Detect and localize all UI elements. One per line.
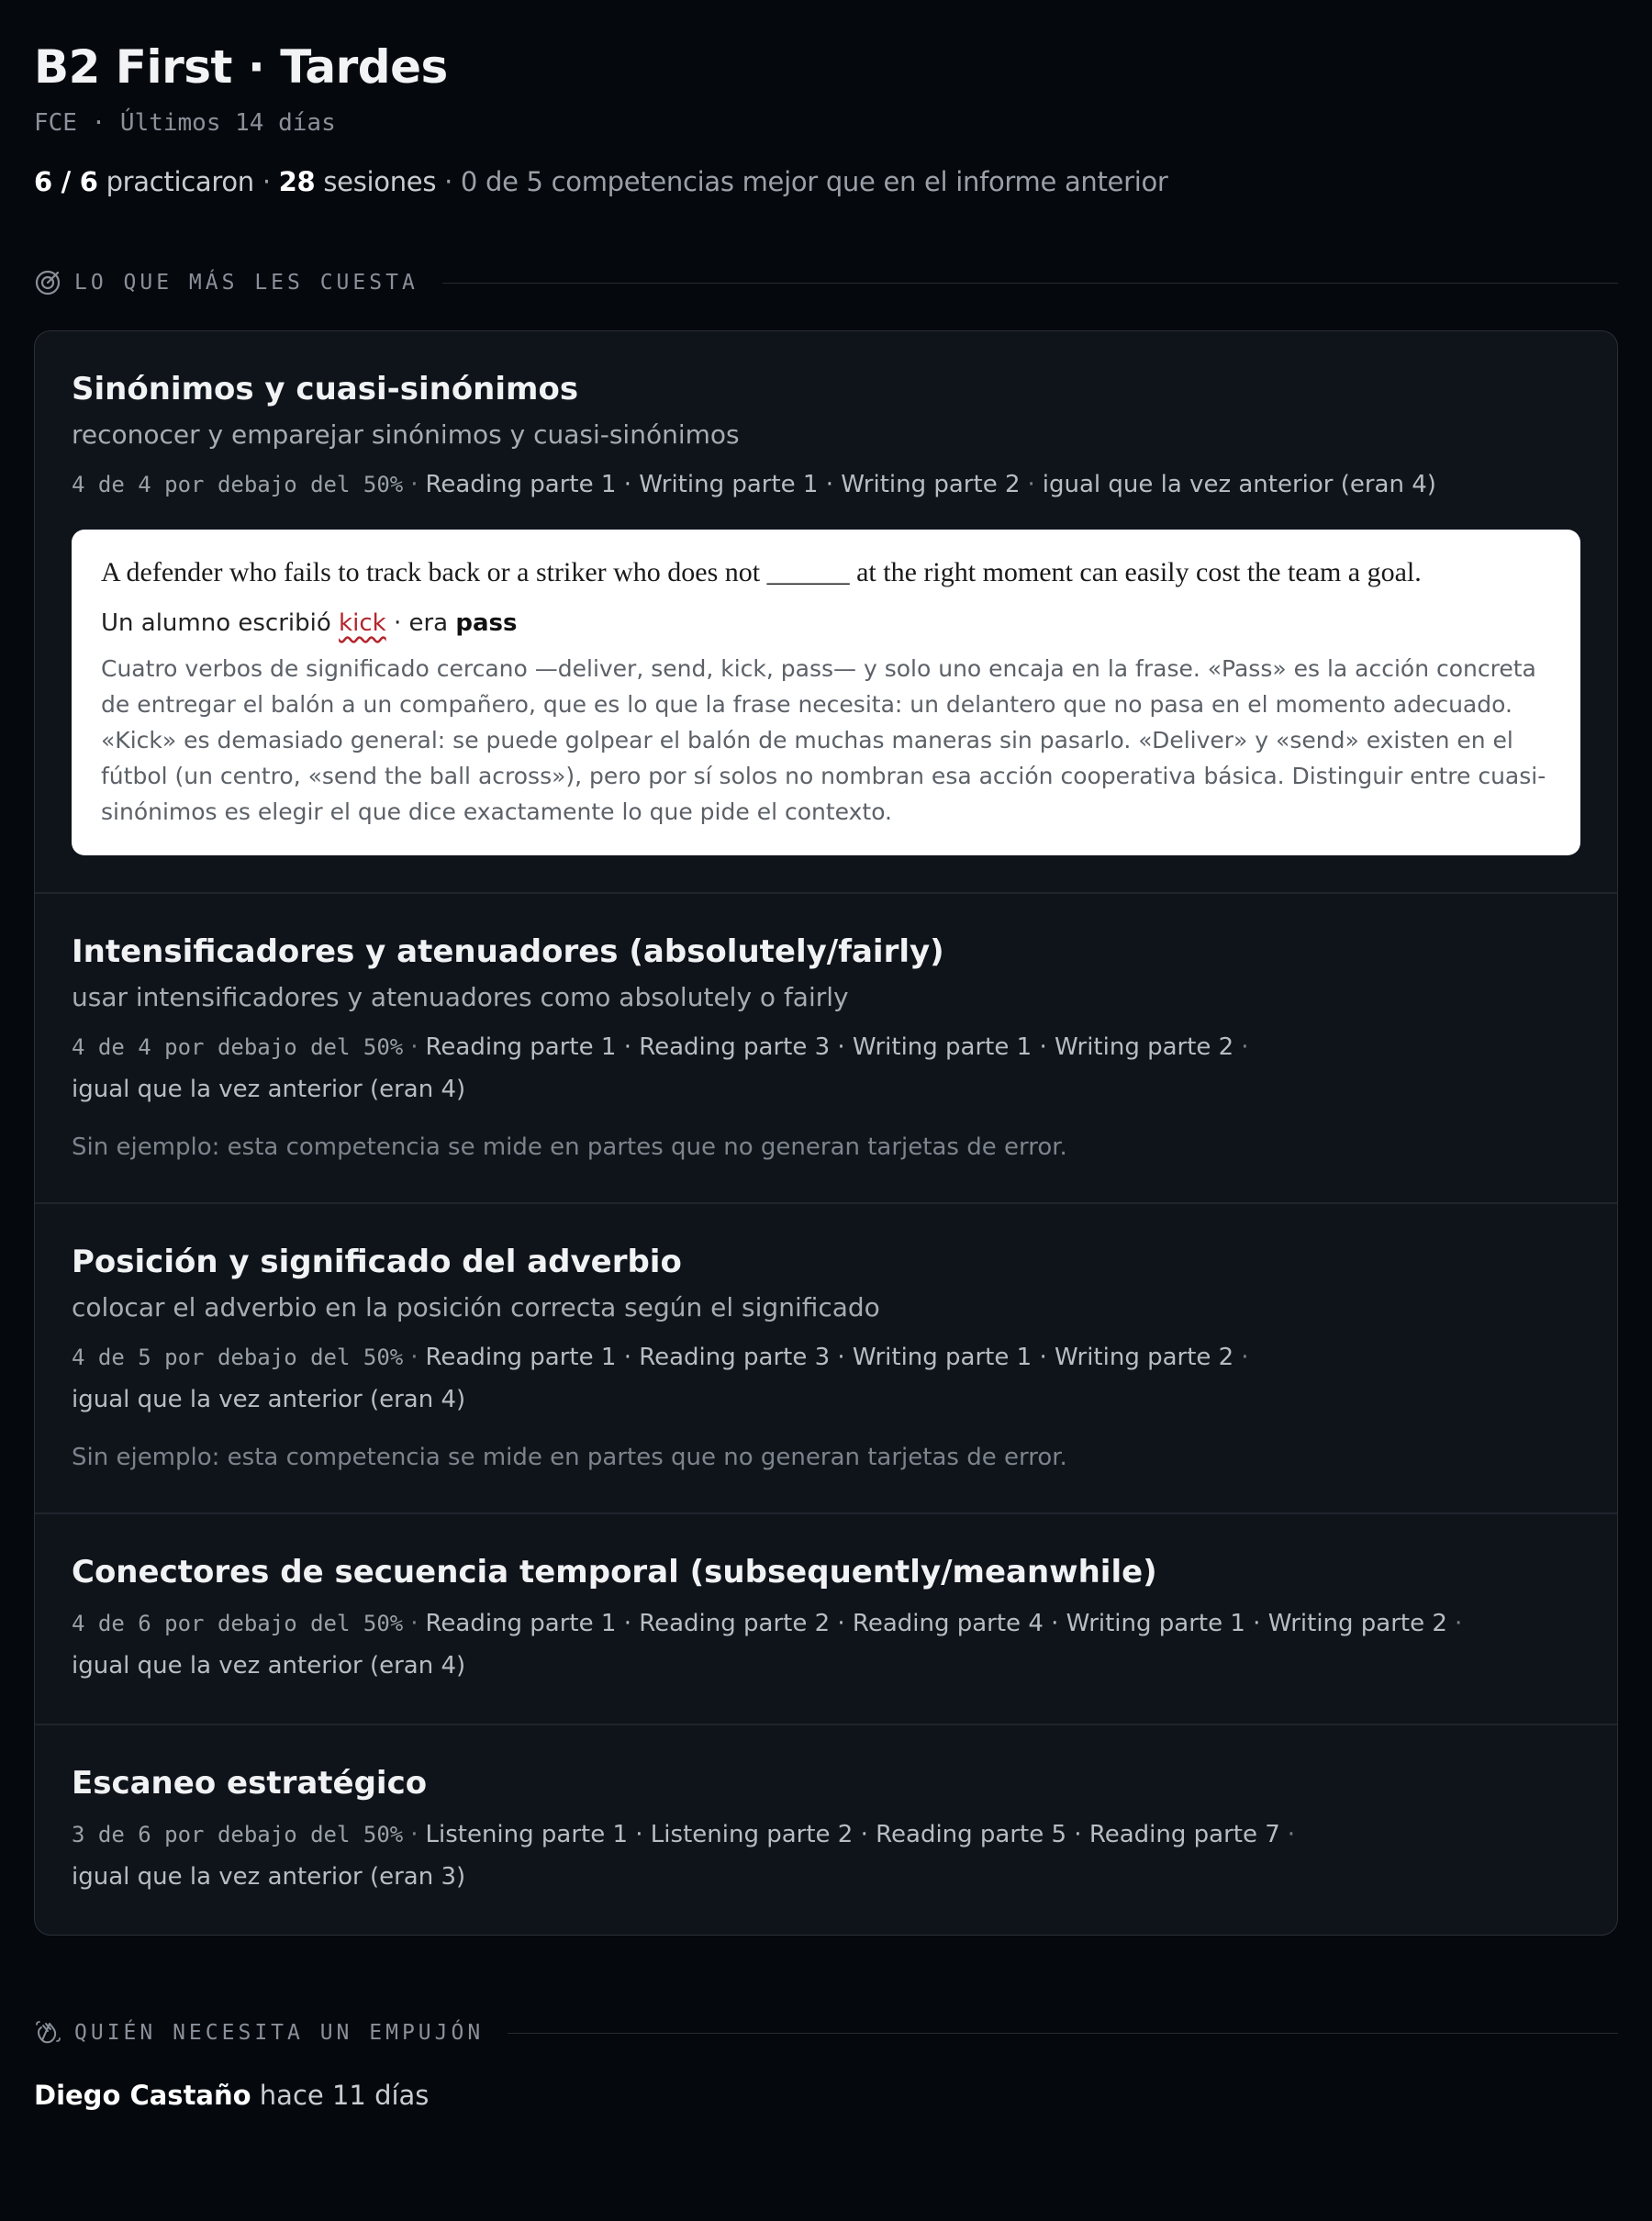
divider (442, 283, 1618, 284)
below-threshold-count: 4 de 5 por debajo del 50% (72, 1345, 404, 1370)
below-threshold-count: 4 de 4 por debajo del 50% (72, 1034, 404, 1060)
sessions-label: sesiones (323, 166, 437, 197)
example-explanation: Cuatro verbos de significado cercano —deliver, send, kick, pass— y solo uno encaja en la frase. «Pass» es la acción concreta de entregar el balón a un compañero, que es lo que la frase necesita: un delantero que no pasa en el momento adecuado. «Kick» es demasiado general: se puede golpear el balón de muchas maneras sin pasarlo. «Deliver» y «send» existen en el fútbol (un centro, «send the ball across»), pero por sí solos no nombran esa acción cooperativa básica. Distinguir entre cuasi-sinónimos es elegir el que dice exactamente lo que pide el contexto. (101, 655, 1546, 825)
separator: · (262, 166, 271, 197)
trend-text: igual que la vez anterior (eran 4) (72, 1652, 466, 1680)
skill-name: Conectores de secuencia temporal (subsequently/meanwhile) (72, 1554, 1157, 1590)
skill-description: usar intensificadores y atenuadores como absolutely o fairly (72, 982, 849, 1012)
divider (508, 2033, 1618, 2034)
waving-hand-icon (34, 2019, 61, 2047)
wrong-answer: kick (339, 609, 386, 637)
section-label: QUIÉN NECESITA UN EMPUJÓN (74, 2021, 485, 2045)
below-threshold-count: 3 de 6 por debajo del 50% (72, 1822, 404, 1847)
trend-text: igual que la vez anterior (eran 4) (72, 1076, 466, 1103)
trend-text: igual que la vez anterior (eran 4) (72, 1386, 466, 1413)
summary-line (34, 162, 1618, 202)
skill-meta: 4 de 6 por debajo del 50% · Reading parte 1 · Reading parte 2 · Reading parte 4 · Writing parte 1 · Writing parte 2 · igual que la vez anterior (eran 4) (72, 1610, 1463, 1680)
skill-meta: 4 de 4 por debajo del 50% · Reading parte 1 · Writing parte 1 · Writing parte 2 · igual que la vez anterior (eran 4) (72, 471, 1436, 498)
exam-parts: Reading parte 1 · Reading parte 3 · Writing parte 1 · Writing parte 2 (425, 1033, 1234, 1061)
exam-parts: Reading parte 1 · Reading parte 3 · Writing parte 1 · Writing parte 2 (425, 1344, 1234, 1371)
improvement-text: 0 de 5 competencias mejor que en el informe anterior (460, 166, 1168, 197)
exam-parts: Reading parte 1 · Reading parte 2 · Reading parte 4 · Writing parte 1 · Writing parte 2 (425, 1610, 1447, 1637)
skill-item (35, 1204, 1617, 1514)
section-header-hardest (34, 266, 1618, 299)
no-example-note: Sin ejemplo: esta competencia se mide en partes que no generan tarjetas de error. (72, 1133, 1067, 1161)
skill-name: Sinónimos y cuasi-sinónimos (72, 371, 579, 407)
skill-item (35, 894, 1617, 1204)
target-icon (34, 269, 61, 296)
skill-item (35, 1725, 1617, 1935)
exam-parts: Listening parte 1 · Listening parte 2 · Reading parte 5 · Reading parte 7 (425, 1821, 1280, 1848)
trend-text: igual que la vez anterior (eran 4) (1042, 471, 1436, 498)
separator: · (444, 166, 452, 197)
example-sentence: A defender who fails to track back or a striker who does not ______ at the right moment can easily cost the team a goal. (101, 557, 1422, 587)
student-answer-prefix: Un alumno escribió (101, 609, 331, 637)
sessions-count: 28 (278, 166, 316, 197)
skill-description: colocar el adverbio en la posición correcta según el significado (72, 1292, 880, 1323)
page-title: B2 First · Tardes (34, 40, 448, 94)
page-subtitle: FCE · Últimos 14 días (34, 109, 336, 137)
skill-name: Posición y significado del adverbio (72, 1244, 682, 1280)
skill-description: reconocer y emparejar sinónimos y cuasi-sinónimos (72, 419, 740, 450)
student-name: Diego Castaño (34, 2080, 251, 2111)
skills-card (34, 330, 1618, 1936)
section-header-nudge (34, 2016, 1618, 2049)
no-example-note: Sin ejemplo: esta competencia se mide en partes que no generan tarjetas de error. (72, 1444, 1067, 1471)
skill-item (35, 331, 1617, 894)
below-threshold-count: 4 de 6 por debajo del 50% (72, 1611, 404, 1636)
skill-name: Intensificadores y atenuadores (absolutely/fairly) (72, 933, 944, 970)
skill-name: Escaneo estratégico (72, 1765, 428, 1802)
trend-text: igual que la vez anterior (eran 3) (72, 1863, 466, 1891)
student-answer (101, 605, 1551, 642)
correct-answer: pass (455, 609, 518, 637)
practiced-label: practicaron (106, 166, 254, 197)
practiced-count: 6 / 6 (34, 166, 98, 197)
skill-meta: 4 de 4 por debajo del 50% · Reading parte 1 · Reading parte 3 · Writing parte 1 · Writing parte 2 · igual que la vez anterior (eran 4) (72, 1033, 1249, 1103)
skill-item (35, 1514, 1617, 1725)
correct-answer-prefix: · era (393, 609, 449, 637)
skill-meta: 3 de 6 por debajo del 50% · Listening parte 1 · Listening parte 2 · Reading parte 5 · Reading parte 7 · igual que la vez anterior (eran 3) (72, 1821, 1296, 1891)
exam-parts: Reading parte 1 · Writing parte 1 · Writing parte 2 (425, 471, 1021, 498)
skill-meta: 4 de 5 por debajo del 50% · Reading parte 1 · Reading parte 3 · Writing parte 1 · Writing parte 2 · igual que la vez anterior (eran 4) (72, 1344, 1249, 1413)
last-seen: hace 11 días (259, 2080, 430, 2111)
student-nudge-item[interactable] (34, 2075, 1618, 2115)
section-label: LO QUE MÁS LES CUESTA (74, 271, 419, 295)
error-example-card (72, 530, 1580, 855)
below-threshold-count: 4 de 4 por debajo del 50% (72, 472, 404, 497)
